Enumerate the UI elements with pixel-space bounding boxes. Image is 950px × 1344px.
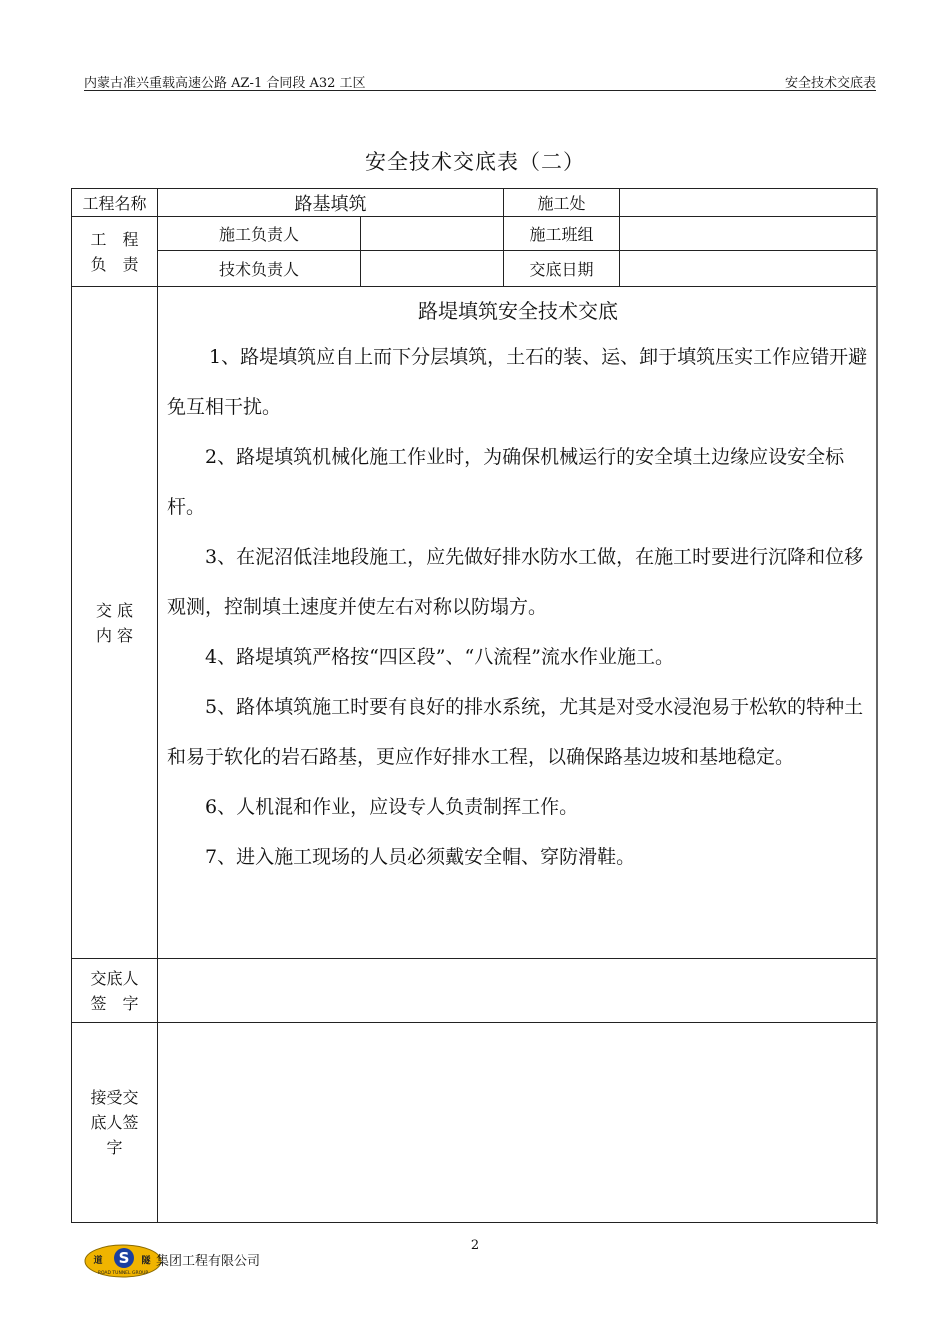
content-label bbox=[72, 287, 158, 959]
row-project-name bbox=[72, 189, 878, 217]
content-item-2: 2、路堤填筑机械化施工作业时，为确保机械运行的安全填土边缘应设安全标杆。 bbox=[167, 446, 845, 518]
svg-text:S: S bbox=[118, 1249, 130, 1267]
receiver-signature-field[interactable] bbox=[158, 1023, 878, 1223]
discloser-signature-field[interactable] bbox=[158, 959, 878, 1023]
receiver-sign-label-line-2: 底人签 bbox=[90, 1113, 139, 1132]
content-label-line-2: 内 容 bbox=[95, 625, 134, 645]
svg-text:ROAD TUNNEL GROUP: ROAD TUNNEL GROUP bbox=[97, 1271, 149, 1276]
row-construction-lead bbox=[72, 217, 878, 251]
discloser-sign-label-line-2: 签 字 bbox=[90, 993, 139, 1013]
svg-text:隧: 隧 bbox=[141, 1256, 151, 1266]
handover-date-value[interactable] bbox=[620, 251, 878, 287]
content-body bbox=[158, 287, 878, 959]
receiver-sign-label-line-1: 接受交 bbox=[90, 1088, 139, 1107]
header-doc-type: 安全技术交底表 bbox=[784, 76, 876, 91]
responsible-label-line-1: 工 程 bbox=[90, 229, 139, 249]
page-number: 2 bbox=[470, 1238, 480, 1253]
content-title: 路堤填筑安全技术交底 bbox=[418, 299, 618, 323]
construction-lead-value[interactable] bbox=[361, 217, 504, 251]
tech-lead-value[interactable] bbox=[361, 251, 504, 287]
row-receiver-sign bbox=[72, 1023, 878, 1223]
disclosure-form bbox=[71, 188, 878, 1223]
company-logo-icon bbox=[84, 1244, 162, 1278]
content-item-5: 5、路体填筑施工时要有良好的排水系统，尤其是对受水浸泡易于松软的特种土和易于软化的岩石路基，更应作好排水工程，以确保路基边坡和基地稳定。 bbox=[167, 696, 864, 768]
receiver-sign-label bbox=[72, 1023, 158, 1223]
company-name: 集团工程有限公司 bbox=[156, 1254, 261, 1269]
handover-date-label: 交底日期 bbox=[504, 251, 620, 287]
svg-text:道: 道 bbox=[93, 1256, 103, 1266]
content-label-line-1: 交 底 bbox=[95, 600, 134, 620]
content-item-1: 1、路堤填筑应自上而下分层填筑，土石的装、运、卸于填筑压实工作应错开避免互相干扰。 bbox=[167, 346, 868, 418]
content-item-3: 3、在泥沼低洼地段施工，应先做好排水防水工做，在施工时要进行沉降和位移观测，控制填土速度并使左右对称以防塌方。 bbox=[167, 546, 864, 618]
construction-lead-label: 施工负责人 bbox=[158, 217, 361, 251]
content-item-6: 6、人机混和作业，应设专人负责制挥工作。 bbox=[205, 796, 579, 818]
project-name-label: 工程名称 bbox=[72, 189, 158, 217]
construction-team-value[interactable] bbox=[620, 217, 878, 251]
content-item-7: 7、进入施工现场的人员必须戴安全帽、穿防滑鞋。 bbox=[205, 846, 636, 868]
project-name-value: 路基填筑 bbox=[158, 189, 504, 217]
discloser-sign-label bbox=[72, 959, 158, 1023]
table-right-edge bbox=[876, 188, 878, 1224]
content-item-4: 4、路堤填筑严格按“四区段”、“八流程”流水作业施工。 bbox=[205, 646, 674, 668]
responsible-label bbox=[72, 217, 158, 287]
page-header bbox=[84, 72, 876, 91]
construction-dept-label: 施工处 bbox=[504, 189, 620, 217]
row-content bbox=[72, 287, 878, 959]
receiver-sign-label-line-3: 字 bbox=[106, 1138, 123, 1157]
row-discloser-sign bbox=[72, 959, 878, 1023]
document-title: 安全技术交底表（二） bbox=[365, 150, 585, 174]
construction-dept-value[interactable] bbox=[620, 189, 878, 217]
header-project: 内蒙古准兴重载高速公路 AZ-1 合同段 A32 工区 bbox=[84, 76, 366, 91]
construction-team-label: 施工班组 bbox=[504, 217, 620, 251]
tech-lead-label: 技术负责人 bbox=[158, 251, 361, 287]
row-tech-lead bbox=[72, 251, 878, 287]
responsible-label-line-2: 负 责 bbox=[90, 254, 139, 274]
discloser-sign-label-line-1: 交底人 bbox=[90, 968, 139, 988]
